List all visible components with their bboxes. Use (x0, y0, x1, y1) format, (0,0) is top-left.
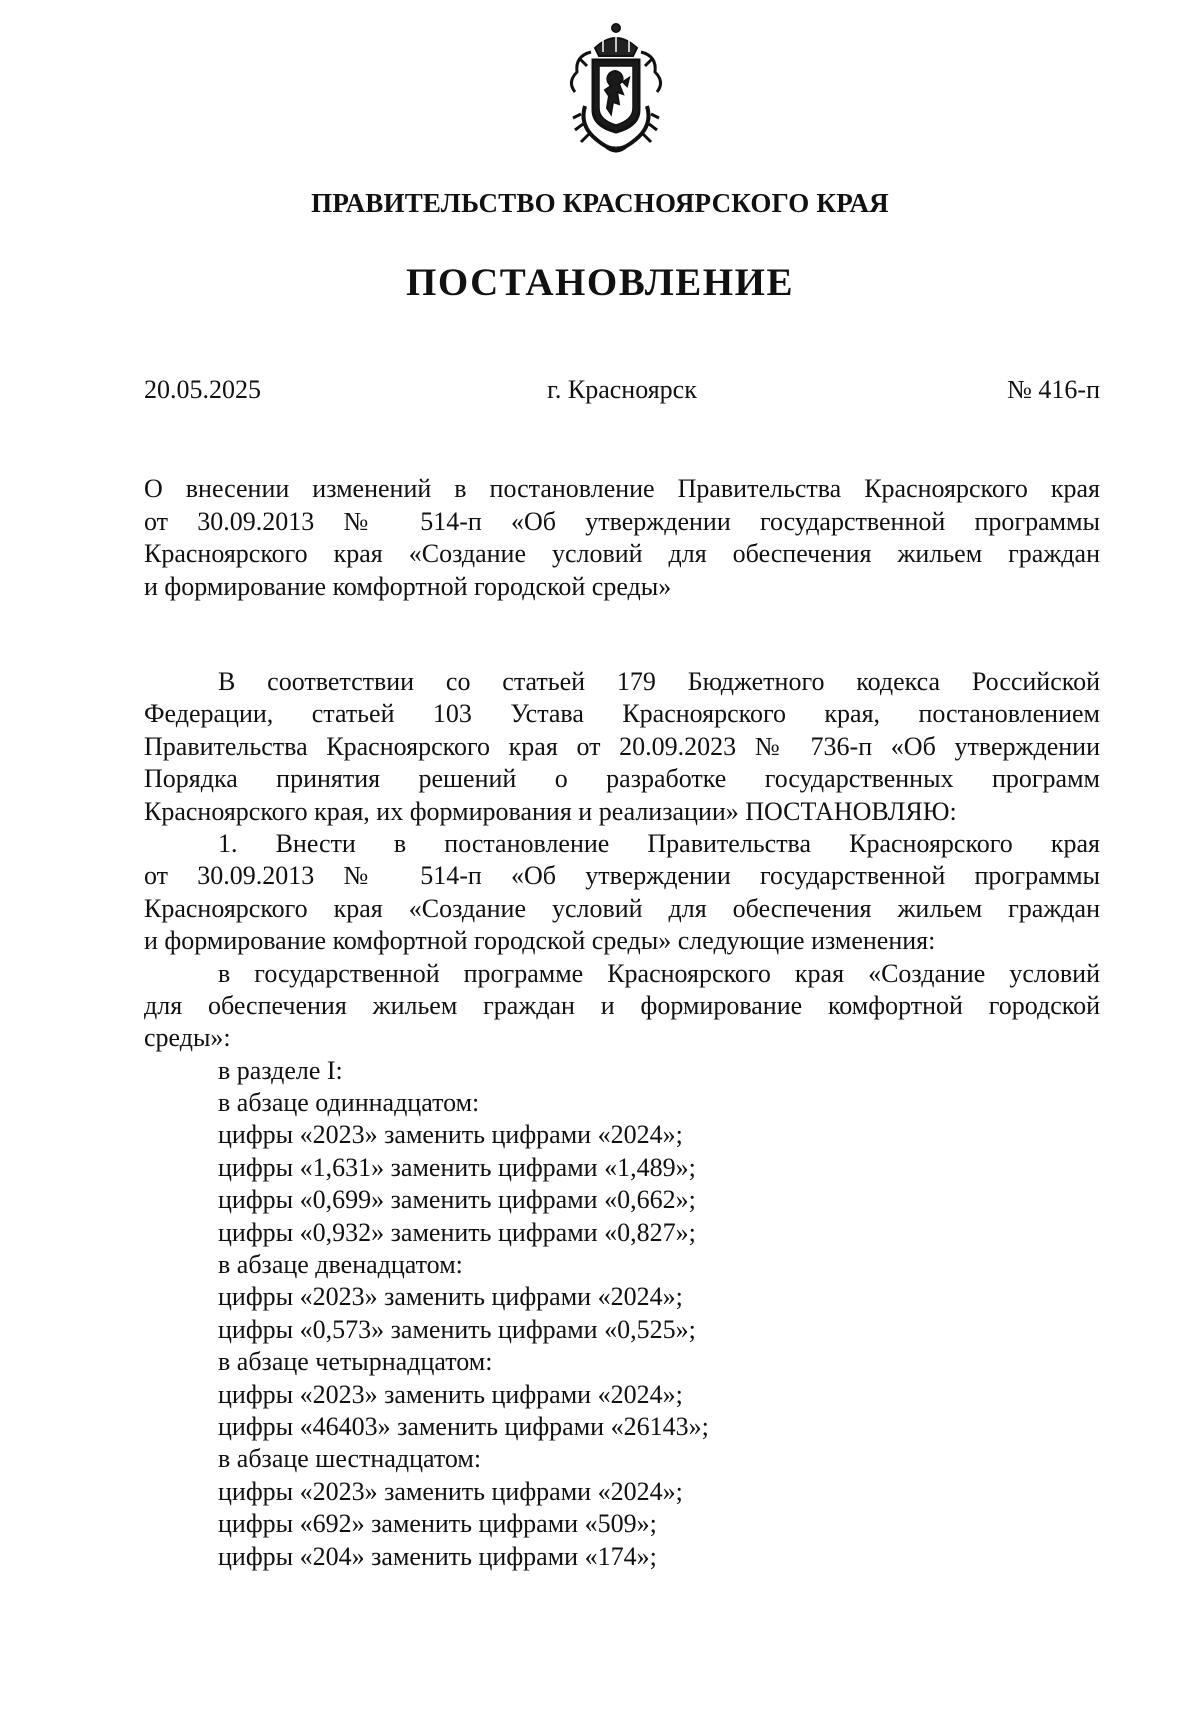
change-line: цифры «0,573» заменить цифрами «0,525»; (218, 1314, 696, 1344)
coat-of-arms-icon (553, 22, 679, 160)
subject-line: и формирование комфортной городской среды» (144, 571, 672, 601)
preamble-line: Федерации, статьей 103 Устава Красноярского края, постановлением (144, 699, 1100, 729)
change-line: в абзаце одиннадцатом: (218, 1088, 480, 1118)
subject-line: О внесении изменений в постановление Правительства Красноярского края (144, 474, 1100, 503)
change-line: в абзаце шестнадцатом: (218, 1444, 482, 1474)
item1-line: Красноярского края «Создание условий для обеспечения жильем граждан (144, 893, 1100, 923)
change-line: цифры «0,699» заменить цифрами «0,662»; (218, 1185, 696, 1215)
item1-line: от 30.09.2013 № 514-п «Об утверждении государственной программы (144, 861, 1100, 891)
change-line: цифры «1,631» заменить цифрами «1,489»; (218, 1152, 696, 1182)
document-city: г. Красноярск (547, 375, 697, 404)
subject-line: от 30.09.2013 № 514-п «Об утверждении государственной программы (144, 506, 1100, 536)
program-intro-line: среды»: (144, 1023, 231, 1053)
document-subject (144, 473, 1100, 603)
document-body (144, 666, 1100, 1573)
change-line: цифры «204» заменить цифрами «174»; (218, 1541, 657, 1571)
item1-line: 1. Внести в постановление Правительства Красноярского края (218, 828, 1100, 858)
change-line: цифры «2023» заменить цифрами «2024»; (218, 1282, 683, 1312)
subject-line: Красноярского края «Создание условий для обеспечения жильем граждан (144, 539, 1100, 568)
document-date: 20.05.2025 (144, 375, 261, 404)
preamble-line: Красноярского края, их формирования и реализации» ПОСТАНОВЛЯЮ: (144, 796, 957, 826)
change-line: в абзаце четырнадцатом: (218, 1347, 493, 1377)
document-number: № 416-п (1007, 375, 1100, 404)
change-line: цифры «2023» заменить цифрами «2024»; (218, 1379, 683, 1409)
organization-title: ПРАВИТЕЛЬСТВО КРАСНОЯРСКОГО КРАЯ (311, 188, 889, 218)
change-line: цифры «46403» заменить цифрами «26143»; (218, 1411, 709, 1441)
change-line: в абзаце двенадцатом: (218, 1250, 463, 1280)
preamble-line: Правительства Красноярского края от 20.09.2023 № 736-п «Об утверждении (144, 731, 1100, 761)
program-intro-line: в государственной программе Красноярского края «Создание условий (218, 958, 1100, 988)
change-line: цифры «2023» заменить цифрами «2024»; (218, 1120, 683, 1150)
program-intro-line: для обеспечения жильем граждан и формирование комфортной городской (144, 990, 1100, 1020)
change-line: цифры «692» заменить цифрами «509»; (218, 1509, 657, 1539)
document-meta (144, 375, 1100, 409)
item1-line: и формирование комфортной городской среды» следующие изменения: (144, 926, 936, 956)
change-line: цифры «0,932» заменить цифрами «0,827»; (218, 1217, 696, 1247)
preamble-line: В соответствии со статьей 179 Бюджетного кодекса Российской (218, 667, 1100, 696)
preamble-line: Порядка принятия решений о разработке государственных программ (144, 764, 1100, 794)
change-line: в разделе I: (218, 1055, 343, 1085)
change-line: цифры «2023» заменить цифрами «2024»; (218, 1476, 683, 1506)
document-type-title: ПОСТАНОВЛЕНИЕ (405, 261, 794, 304)
